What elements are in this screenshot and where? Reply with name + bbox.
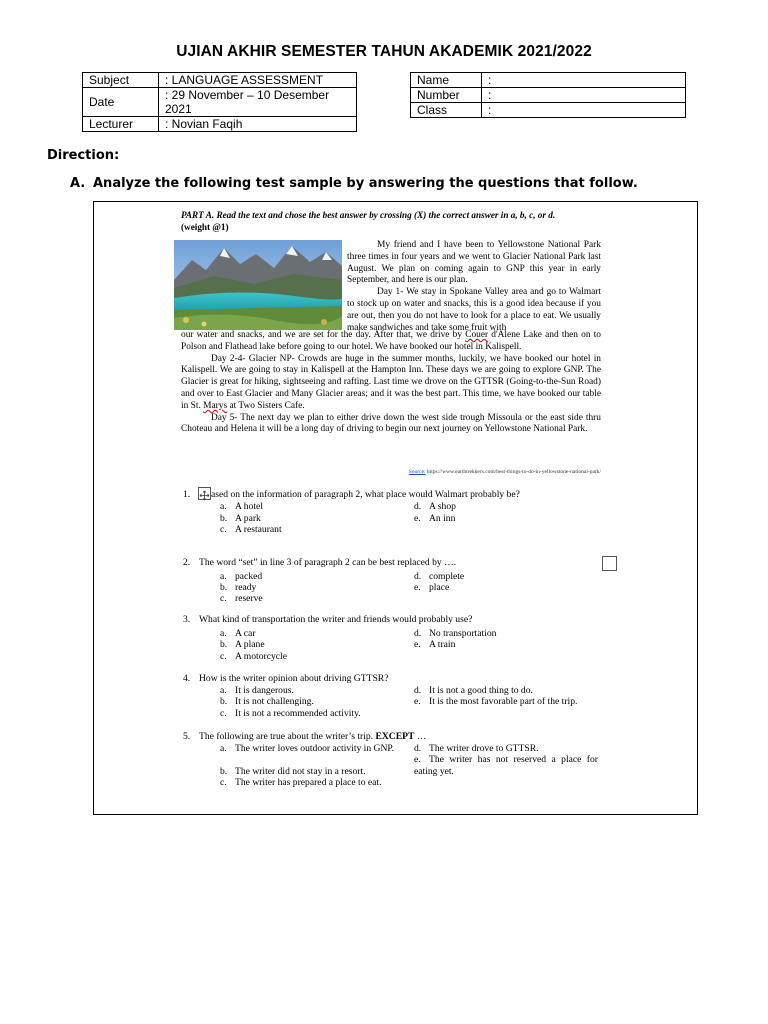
question-number: 1. (183, 489, 191, 500)
question-except: EXCEPT (375, 731, 415, 742)
question-text-end: … (414, 731, 427, 742)
exam-info-table (82, 72, 357, 132)
source-url: https://www.earthtrekkers.com/best-things-to-do-in-yellowstone-national-park/ (425, 469, 601, 475)
option-5d[interactable] (414, 743, 598, 755)
name-label: Name (411, 73, 482, 88)
option-1c[interactable] (220, 524, 282, 536)
paragraph-2-text-a: our water and snacks, and we are set for the day. After that, we drive by (181, 330, 466, 340)
paragraph-3-end: at Two Sisters Cafe. (227, 400, 305, 411)
question-number: 3. (183, 614, 191, 625)
option-5e[interactable] (414, 754, 598, 777)
option-letter: a. (220, 685, 227, 696)
subject-label: Subject (83, 73, 159, 88)
question-number: 2. (183, 557, 191, 568)
option-letter: d. (414, 628, 422, 639)
option-text: It is not a recommended activity. (235, 708, 361, 719)
option-letter: a. (220, 501, 227, 512)
option-letter: d. (414, 571, 422, 582)
paragraph-2-text-b: d'Alene Lake and then on to Polson and Flathead lake before going to our hotel. We have booked our hotel in Kalispell. (181, 330, 601, 352)
misspelled-word: Marys (203, 400, 228, 411)
option-letter: c. (220, 593, 227, 604)
option-text: It is the most favorable part of the trip. (429, 696, 578, 707)
option-2b[interactable] (220, 582, 256, 594)
option-5b[interactable] (220, 766, 366, 778)
section-text: Analyze the following test sample by answering the questions that follow. (93, 176, 638, 191)
paragraph-3 (181, 354, 601, 413)
option-1b[interactable] (220, 513, 261, 525)
option-3a[interactable] (220, 628, 256, 640)
direction-heading: Direction: (47, 148, 120, 163)
option-letter: d. (414, 685, 422, 696)
option-text: The writer loves outdoor activity in GNP. (235, 743, 395, 754)
source-citation (181, 469, 601, 475)
option-letter: d. (414, 743, 422, 754)
move-handle-icon[interactable] (198, 487, 211, 500)
option-text: A motorcycle (235, 651, 287, 662)
option-5a[interactable] (220, 743, 403, 755)
option-text: It is not challenging. (235, 696, 314, 707)
option-letter: c. (220, 524, 227, 535)
lecturer-row (83, 117, 357, 132)
option-letter: a. (220, 743, 227, 754)
paragraph-3-text: Day 2-4- Glacier NP- Crowds are huge in the summer months, luckily, we have booked our hotel in Kalispell. We are going to stay in Kalispell at the Hampton Inn. These days we are going to explore GNP. The Glacier is great for hiking, sightseeing and rafting. Last time we drove on the GTTSR (Going-to-the-Sun Road) and over to East Glacier and Many Glacier areas; and it was the best part. This time, we have booked our table in St. (181, 353, 601, 411)
question-number: 5. (183, 731, 191, 742)
option-3c[interactable] (220, 651, 287, 663)
option-text: It is dangerous. (235, 685, 294, 696)
option-text: A train (429, 639, 456, 650)
number-field[interactable]: : (482, 88, 686, 103)
option-text: It is not a good thing to do. (429, 685, 533, 696)
misspelled-word: Couer (465, 330, 489, 340)
option-letter: e. (414, 754, 421, 765)
question-text: What kind of transportation the writer and friends would probably use? (199, 614, 473, 625)
option-text: No transportation (429, 628, 497, 639)
option-letter: e. (414, 582, 421, 593)
option-text: place (429, 582, 450, 593)
student-info-table (410, 72, 686, 118)
option-letter: b. (220, 766, 228, 777)
subject-value: : LANGUAGE ASSESSMENT (159, 73, 357, 88)
name-field[interactable]: : (482, 73, 686, 88)
option-2e[interactable] (414, 582, 449, 594)
option-1d[interactable] (414, 501, 456, 513)
question-text (199, 731, 426, 743)
date-row (83, 88, 357, 117)
option-4a[interactable] (220, 685, 294, 697)
date-value: : 29 November – 10 Desember 2021 (159, 88, 357, 117)
question-number: 4. (183, 673, 191, 684)
date-label: Date (83, 88, 159, 117)
name-row (411, 73, 686, 88)
option-text: packed (235, 571, 263, 582)
section-a-heading (70, 176, 638, 191)
class-row (411, 103, 686, 118)
option-text: The writer did not stay in a resort. (235, 766, 366, 777)
option-1e[interactable] (414, 513, 455, 525)
option-1a[interactable] (220, 501, 263, 513)
question-text: The word “set” in line 3 of paragraph 2 can be best replaced by …. (199, 557, 457, 568)
option-text: The writer has not reserved a place for eating yet. (414, 754, 598, 777)
option-2c[interactable] (220, 593, 263, 605)
option-text: An inn (429, 513, 456, 524)
number-label: Number (411, 88, 482, 103)
option-text: reserve (235, 593, 263, 604)
option-5c[interactable] (220, 777, 382, 789)
option-3d[interactable] (414, 628, 496, 640)
subject-row (83, 73, 357, 88)
option-text: A park (235, 513, 261, 524)
passage-full-width (181, 330, 601, 436)
lecturer-label: Lecturer (83, 117, 159, 132)
option-letter: e. (414, 513, 421, 524)
question-text: How is the writer opinion about driving GTTSR? (199, 673, 389, 684)
class-label: Class (411, 103, 482, 118)
exam-title: UJIAN AKHIR SEMESTER TAHUN AKADEMIK 2021/2022 (176, 43, 592, 60)
option-letter: b. (220, 582, 228, 593)
option-letter: c. (220, 651, 227, 662)
option-text: A shop (429, 501, 456, 512)
option-4d[interactable] (414, 685, 533, 697)
paragraph-1: My friend and I have been to Yellowstone National Park three times in four years and we went to Glacier National Park last August. We plan on coming again to GNP this year in early September, and here is our plan. (347, 240, 601, 286)
option-text: ready (235, 582, 257, 593)
answer-checkbox[interactable] (602, 556, 617, 571)
option-text: A hotel (235, 501, 263, 512)
option-letter: a. (220, 571, 227, 582)
option-letter: b. (220, 513, 228, 524)
option-letter: a. (220, 628, 227, 639)
option-text: A car (235, 628, 256, 639)
option-letter: b. (220, 696, 228, 707)
option-text: A restaurant (235, 524, 282, 535)
option-4e[interactable] (414, 696, 577, 708)
option-3e[interactable] (414, 639, 455, 651)
option-2d[interactable] (414, 571, 464, 583)
option-letter: e. (414, 639, 421, 650)
option-text: complete (429, 571, 465, 582)
landscape-image (174, 240, 342, 330)
lecturer-value: : Novian Faqih (159, 117, 357, 132)
question-text-main: The following are true about the writer’s trip. (199, 731, 376, 742)
option-2a[interactable] (220, 571, 262, 583)
option-4b[interactable] (220, 696, 314, 708)
section-letter: A. (70, 176, 86, 191)
option-letter: d. (414, 501, 422, 512)
option-text: A plane (235, 639, 265, 650)
number-row (411, 88, 686, 103)
paragraph-4: Day 5- The next day we plan to either drive down the west side trough Missoula or the east side thru Choteau and Helena it will be a long day of driving to begin our next journey on Yellowstone National Park. (181, 412, 601, 435)
glacier-lake-photo (174, 240, 342, 330)
part-instruction (181, 209, 601, 233)
class-field[interactable]: : (482, 103, 686, 118)
option-text: The writer drove to GTTSR. (429, 743, 539, 754)
option-letter: b. (220, 639, 228, 650)
part-instruction-text: PART A. Read the text and chose the best answer by crossing (X) the correct answer in a, b, c, or d. (181, 210, 556, 220)
option-letter: e. (414, 696, 421, 707)
option-letter: c. (220, 777, 227, 788)
passage-right-column (347, 240, 601, 334)
option-letter: c. (220, 708, 227, 719)
source-label[interactable]: Source: (408, 469, 426, 475)
part-weight: (weight @1) (181, 222, 229, 232)
option-3b[interactable] (220, 639, 265, 651)
paragraph-2-continued (181, 330, 601, 354)
question-text: ased on the information of paragraph 2, what place would Walmart probably be? (211, 489, 520, 500)
option-text: The writer has prepared a place to eat. (235, 777, 382, 788)
option-4c[interactable] (220, 708, 361, 720)
paragraph-2-start: Day 1- We stay in Spokane Valley area and go to Walmart to stock up on water and snacks, this is a good idea because if you are out, then you do not have to look for a place to eat. We usually make sandwiches and take some fruit with (347, 287, 601, 333)
